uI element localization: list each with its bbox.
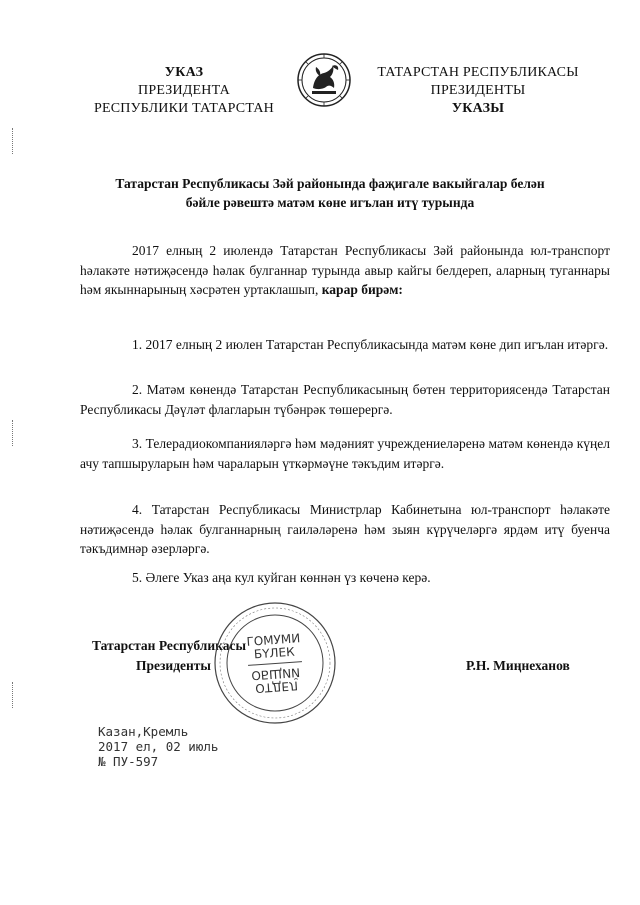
stamp-line3: ОБЩИЙ <box>250 665 301 683</box>
decree-item-3: 3. Телерадиокомпанияләргә һәм мәдәният учреждениеләренә матәм көнендә күңел ачу тапшыруларын һәм чараларын үткәрмәүне тәкъдим итәргә. <box>80 436 610 471</box>
header-left-line3: РЕСПУБЛИКИ ТАТАРСТАН <box>93 101 274 116</box>
header-left-block <box>84 64 284 118</box>
footer-block <box>98 724 218 769</box>
header-right-line2: ПРЕЗИДЕНТЫ <box>430 83 526 98</box>
decision-phrase: карар бирәм: <box>321 282 403 297</box>
footer-date: 2017 ел, 02 июль <box>98 739 219 754</box>
header-left-line2: ПРЕЗИДЕНТА <box>138 83 230 98</box>
signatory-name: Р.Н. Миңнеханов <box>466 658 570 673</box>
stamp-line1: ГОМУМИ <box>246 631 301 649</box>
decree-title-line2: бәйле рәвештә матәм көне игълан итү турында <box>185 195 475 210</box>
header-right-block <box>362 64 594 118</box>
coat-of-arms-icon <box>296 52 352 108</box>
decree-item-2: 2. Матәм көнендә Татарстан Республикасының бөтен территориясендә Татарстан Республикасы Дәүләт флагларын түбәнрәк төшерергә. <box>80 382 610 417</box>
scan-edge-mark <box>12 128 15 154</box>
decree-item-4: 4. Татарстан Республикасы Министрлар Кабинетына юл-транспорт һәлакәте нәтиҗәсендә һәлак булганнарның гаиләләренә һәм зыян күрүчеләргә ярдәм итү буенча тәкъдимнәр әзерләргә. <box>80 502 610 556</box>
official-stamp <box>212 600 338 726</box>
intro-text: 2017 елның 2 июлендә Татарстан Республикасы Зәй районында юл-транспорт һәлакәте нәтиҗәсендә һәлак булганнар турында авыр кайгы белдереп, аларның туганнары һәм якыннарының хәсрәтен уртаклашып, <box>80 243 610 297</box>
signatory-title-line1: Татарстан Республикасы <box>92 638 247 653</box>
footer-place: Казан,Кремль <box>98 724 189 739</box>
decree-title-line1: Татарстан Республикасы Зәй районында фаҗигале вакыйгалар белән <box>115 176 545 191</box>
stamp-line4: ОТДЕЛ <box>254 678 299 696</box>
header-right-line1: ТАТАРСТАН РЕСПУБЛИКАСЫ <box>377 65 579 80</box>
signatory-title-line2: Президенты <box>136 658 211 673</box>
stamp-line2: БҮЛЕК <box>253 644 296 662</box>
scan-edge-mark <box>12 420 15 446</box>
scan-edge-mark <box>12 682 15 708</box>
decree-item-1: 1. 2017 елның 2 июлен Татарстан Республикасында матәм көне дип игълан итәргә. <box>132 337 609 352</box>
decree-title <box>70 174 590 212</box>
header-right-line3: УКАЗЫ <box>451 101 505 116</box>
header-left-line1: УКАЗ <box>164 65 204 80</box>
footer-number: № ПУ-597 <box>98 754 159 769</box>
decree-item-5: 5. Әлеге Указ аңа кул куйган көннән үз көченә керә. <box>132 570 431 585</box>
intro-paragraph <box>80 241 610 300</box>
